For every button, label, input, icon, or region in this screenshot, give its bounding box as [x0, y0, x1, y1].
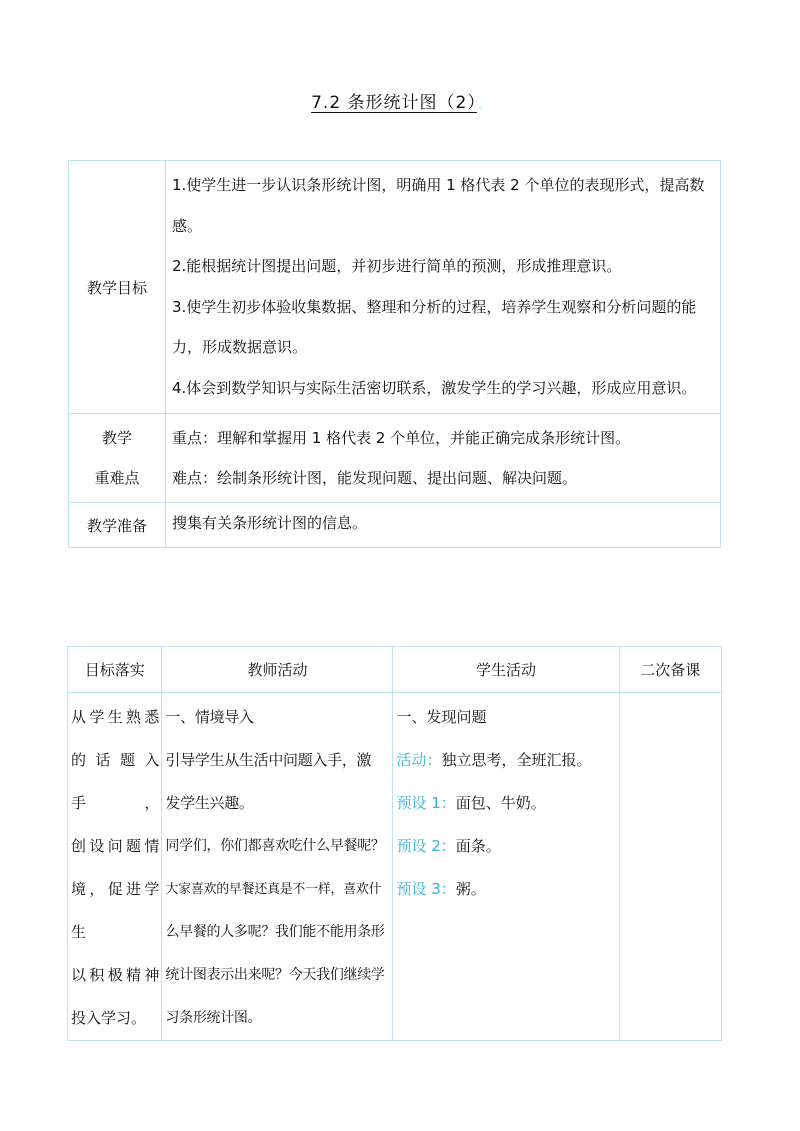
teacher-line: 发学生兴趣。 — [165, 794, 254, 812]
goals-row — [69, 161, 721, 414]
teacher-line: 么早餐的人多呢？我们能不能用条形 — [165, 924, 385, 940]
goals-cell — [166, 161, 721, 414]
goal-line: 以积极精神 — [71, 966, 160, 984]
student-item-text: 面条。 — [455, 837, 501, 855]
goal-line: 投入学习。 — [71, 1009, 147, 1027]
difficulty-text: 难点：绘制条形统计图，能发现问题、提出问题、解决问题。 — [172, 469, 578, 487]
prep-text: 搜集有关条形统计图的信息。 — [166, 503, 721, 548]
header-goal: 目标落实 — [68, 647, 162, 693]
goal-line: 境，促进学生 — [71, 880, 160, 941]
revision-cell — [619, 693, 722, 1041]
key-points-label-line2: 重难点 — [94, 469, 140, 487]
student-item-label: 预设 3： — [396, 880, 456, 898]
goal-item-1: 1.使学生进一步认识条形统计图，明确用 1 格代表 2 个单位的表现形式，提高数感。 — [172, 176, 705, 235]
teacher-text — [162, 693, 392, 1040]
goals-label: 教学目标 — [69, 161, 166, 414]
objectives-table — [68, 160, 721, 548]
key-point-text: 重点：理解和掌握用 1 格代表 2 个单位，并能正确完成条形统计图。 — [172, 429, 631, 447]
activity-body-row — [68, 693, 722, 1041]
teacher-line: 统计图表示出来呢？今天我们继续学 — [165, 967, 385, 983]
activity-header-row — [68, 647, 722, 693]
header-teacher: 教师活动 — [162, 647, 393, 693]
prep-label: 教学准备 — [69, 503, 166, 548]
student-cell — [393, 693, 619, 1041]
student-item-text: 粥。 — [455, 880, 486, 898]
goal-item-4: 4.体会到数学知识与实际生活密切联系，激发学生的学习兴趣，形成应用意识。 — [172, 378, 697, 397]
key-points-row — [69, 414, 721, 503]
student-item-preset-2 — [396, 825, 616, 868]
teacher-line: 同学们，你们都喜欢吃什么早餐呢？ — [165, 838, 385, 854]
activity-table — [67, 646, 722, 1041]
goal-cell — [68, 693, 162, 1041]
goal-text — [68, 693, 161, 1040]
goal-line: 创设问题情 — [71, 837, 160, 855]
student-item-preset-3 — [396, 868, 616, 911]
goal-item-3: 3.使学生初步体验收集数据、整理和分析的过程，培养学生观察和分析问题的能力，形成数据意识。 — [172, 297, 697, 356]
header-revision: 二次备课 — [619, 647, 722, 693]
prep-row — [69, 503, 721, 548]
goal-item-2: 2.能根据统计图提出问题，并初步进行简单的预测，形成推理意识。 — [172, 257, 622, 275]
student-item-text: 面包、牛奶。 — [455, 794, 546, 812]
key-points-label — [69, 414, 166, 503]
student-item-text: 独立思考，全班汇报。 — [441, 751, 592, 769]
goal-line: 的话题入手， — [71, 751, 160, 812]
student-item-label: 预设 2： — [396, 837, 456, 855]
student-item-preset-1 — [396, 782, 616, 825]
student-text — [393, 693, 618, 911]
teacher-line: 一、情境导入 — [165, 708, 254, 726]
teacher-line: 大家喜欢的早餐还真是不一样，喜欢什 — [165, 882, 382, 897]
title-mark: 。 — [478, 101, 489, 111]
header-student: 学生活动 — [393, 647, 619, 693]
key-points-cell — [166, 414, 721, 503]
teacher-line: 习条形统计图。 — [165, 1010, 262, 1026]
key-points-label-line1: 教学 — [101, 429, 132, 447]
student-item-label: 预设 1： — [396, 794, 456, 812]
student-item-label: 活动： — [396, 751, 442, 769]
page-title — [0, 88, 800, 113]
teacher-cell — [162, 693, 393, 1041]
student-heading: 一、发现问题 — [396, 708, 487, 726]
page-title-text: 7.2 条形统计图（2） — [311, 93, 477, 113]
student-item-activity — [396, 739, 616, 782]
goal-line: 从学生熟悉 — [71, 708, 160, 726]
teacher-line: 引导学生从生活中问题入手，激 — [165, 751, 372, 769]
